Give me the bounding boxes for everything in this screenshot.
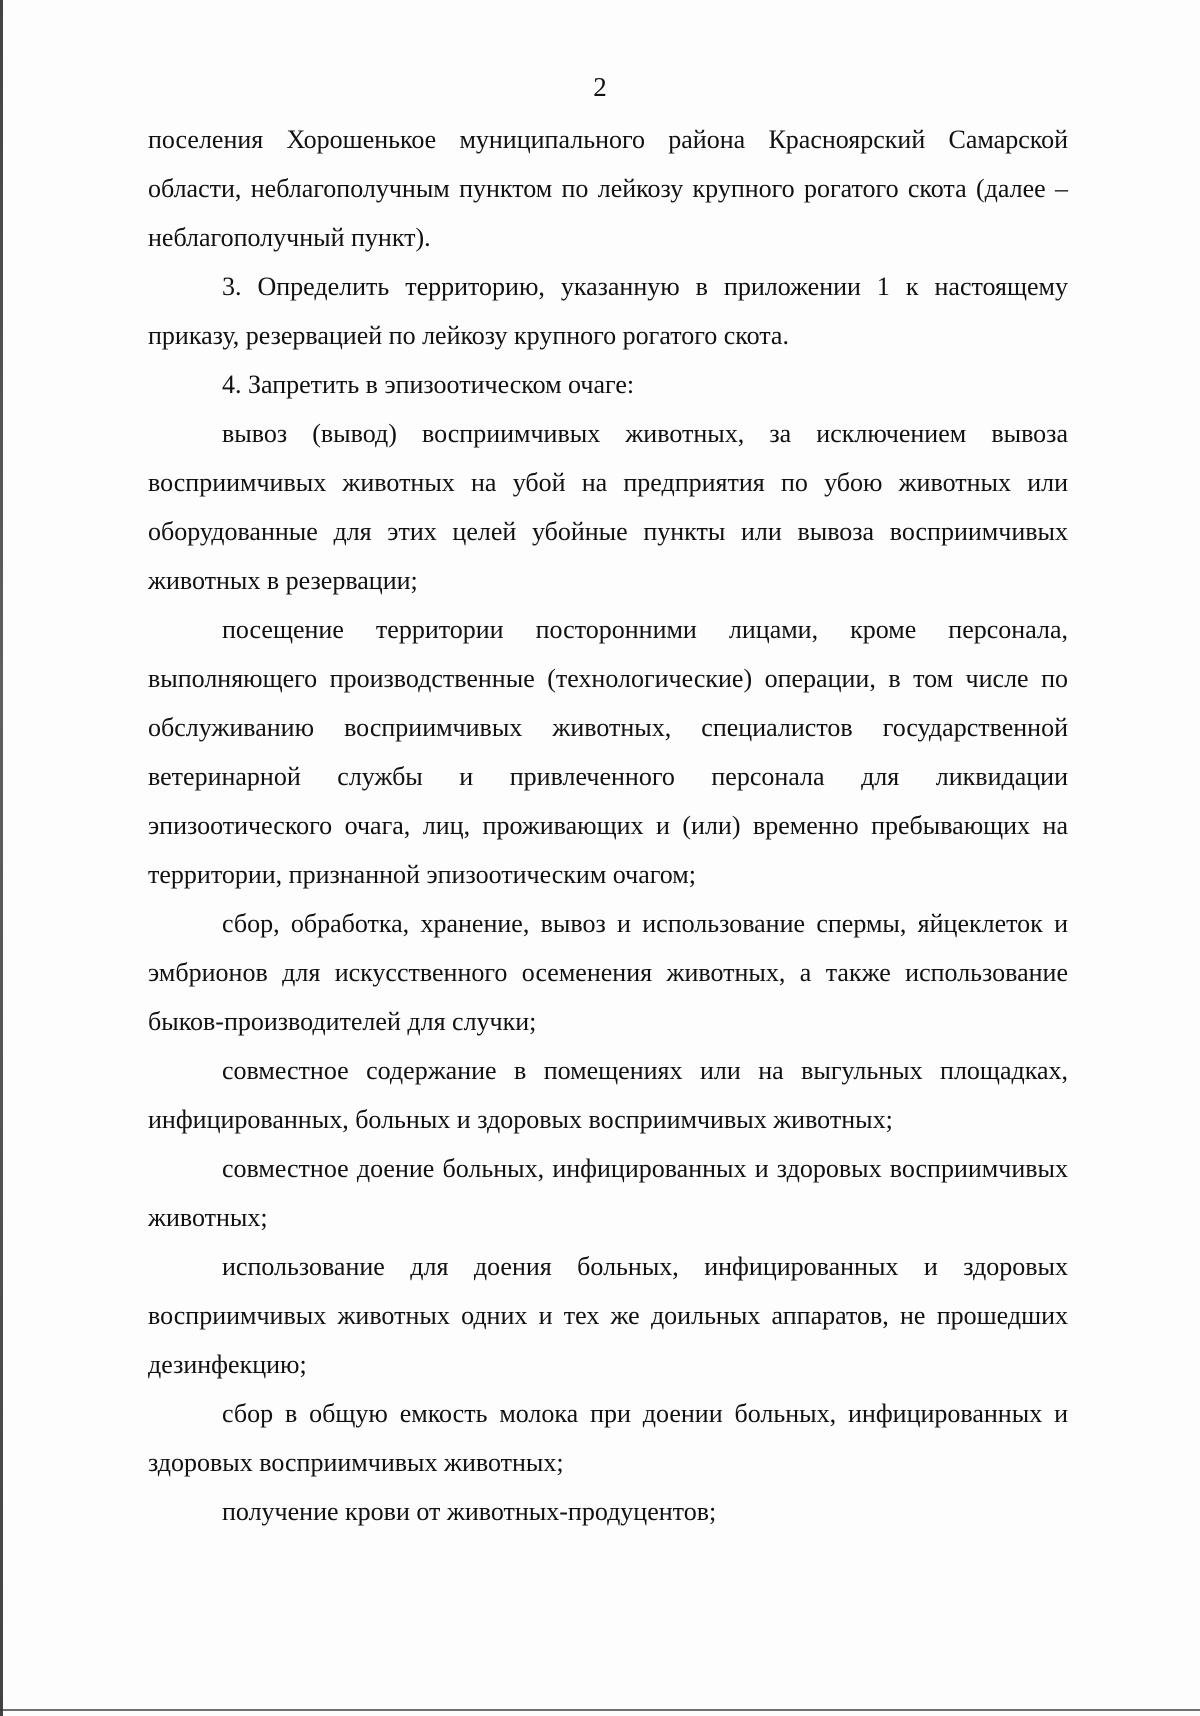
paragraph-prohibition: сбор, обработка, хранение, вывоз и использование спермы, яйцеклеток и эмбрионов для искусственного осеменения животных, а также использование быков-производителей для случки; [148, 909, 1068, 1036]
document-body [148, 115, 1068, 1536]
paragraph-prohibition: совместное доение больных, инфицированных и здоровых восприимчивых животных; [148, 1154, 1068, 1232]
paragraph-item-4: 4. Запретить в эпизоотическом очаге: [222, 370, 635, 399]
paragraph-prohibition: посещение территории посторонними лицами, кроме персонала, выполняющего производственные (технологические) операции, в том числе по обслуживанию восприимчивых животных, специалистов государственной ветеринарной службы и привлеченного персонала для ликвидации эпизоотического очага, лиц, проживающих и (или) временно пребывающих на территории, признанной эпизоотическим очагом; [148, 615, 1068, 889]
paragraph-prohibition: совместное содержание в помещениях или на выгульных площадках, инфицированных, больных и здоровых восприимчивых животных; [148, 1056, 1068, 1134]
paragraph-prohibition: получение крови от животных-продуцентов; [222, 1497, 717, 1526]
paragraph-item-3: 3. Определить территорию, указанную в приложении 1 к настоящему приказу, резервацией по лейкозу крупного рогатого скота. [148, 272, 1068, 350]
scan-edge-left [0, 0, 3, 1716]
paragraph-prohibition: использование для доения больных, инфицированных и здоровых восприимчивых животных одних и тех же доильных аппаратов, не прошедших дезинфекцию; [148, 1252, 1068, 1379]
scan-edge-bottom [0, 1709, 1200, 1711]
paragraph-prohibition: вывоз (вывод) восприимчивых животных, за исключением вывоза восприимчивых животных на убой на предприятия по убою животных или оборудованные для этих целей убойные пункты или вывоза восприимчивых животных в резервации; [148, 419, 1068, 595]
paragraph-continuation: поселения Хорошенькое муниципального района Красноярский Самарской области, неблагополучным пунктом по лейкозу крупного рогатого скота (далее – неблагополучный пункт). [148, 125, 1068, 252]
paragraph-prohibition: сбор в общую емкость молока при доении больных, инфицированных и здоровых восприимчивых животных; [148, 1399, 1068, 1477]
page-number: 2 [593, 72, 607, 102]
